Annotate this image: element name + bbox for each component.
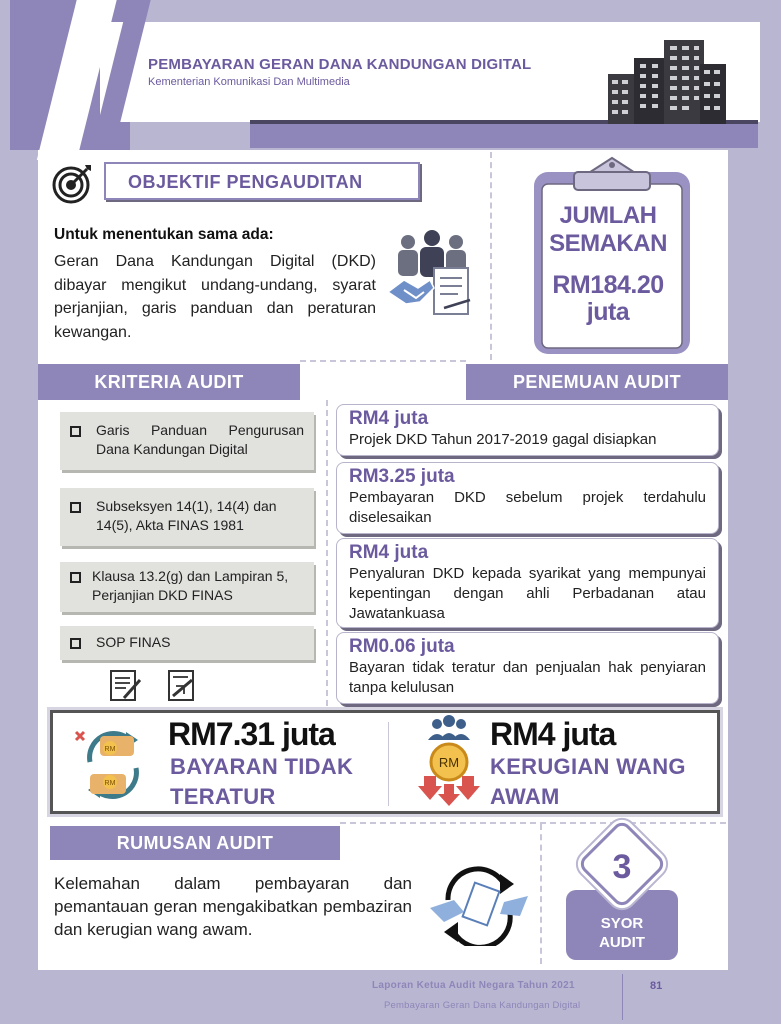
- building-icon: [604, 34, 730, 124]
- objective-text: Geran Dana Kandungan Digital (DKD) dibayar mengikut undang-undang, syarat perjanjian, garis panduan dan peraturan kewangan.: [54, 253, 376, 341]
- checkbox-icon: [70, 572, 81, 583]
- criteria-item-text: Klausa 13.2(g) dan Lampiran 5, Perjanjian DKD FINAS: [92, 568, 289, 603]
- checkbox-icon: [70, 502, 81, 513]
- criteria-item: [60, 488, 314, 546]
- conclusion-text: Kelemahan dalam pembayaran dan pemantauan geran mengakibatkan pembaziran dan kerugian wang awam.: [54, 874, 412, 939]
- page-title: PEMBAYARAN GERAN DANA KANDUNGAN DIGITAL: [148, 56, 532, 73]
- divider: [300, 360, 466, 362]
- criteria-item-text: Subseksyen 14(1), 14(4) dan 14(5), Akta FINAS 1981: [96, 498, 277, 533]
- recommendation-label-line1: SYOR: [600, 915, 644, 932]
- total-label-line1: JUMLAH: [559, 202, 657, 229]
- finding-amount: RM3.25 juta: [349, 466, 455, 487]
- summary-amount-irregular: RM7.31 juta: [168, 716, 335, 752]
- footer-divider: [622, 974, 623, 1020]
- criteria-item: [60, 626, 314, 660]
- svg-text:RM: RM: [104, 780, 116, 787]
- checkbox-icon: [70, 638, 81, 649]
- criteria-title: KRITERIA AUDIT: [38, 364, 300, 400]
- finding-text: Bayaran tidak teratur dan penjualan hak penyiaran tanpa kelulusan: [349, 659, 706, 696]
- coin-loss-icon: [418, 714, 480, 808]
- summary-label-irregular-line1: BAYARAN TIDAK: [170, 754, 354, 779]
- footer-report: Laporan Ketua Audit Negara Tahun 2021: [372, 980, 575, 991]
- finding-amount: RM4 juta: [349, 542, 429, 563]
- page-subtitle: Kementerian Komunikasi Dan Multimedia: [148, 76, 350, 88]
- findings-title: PENEMUAN AUDIT: [466, 364, 728, 400]
- divider: [340, 822, 726, 824]
- criteria-item-text: SOP FINAS: [96, 634, 171, 650]
- finding-card: [336, 404, 719, 456]
- objective-title: OBJEKTIF PENGAUDITAN: [128, 172, 363, 192]
- recommendation-label: [566, 914, 678, 952]
- target-icon: [52, 164, 92, 204]
- summary-label-loss-line2: AWAM: [490, 784, 560, 809]
- document-ruler-icon: [166, 668, 198, 702]
- finding-text: Projek DKD Tahun 2017-2019 gagal disiapkan: [349, 431, 657, 448]
- document-pen-icon: [108, 668, 142, 702]
- divider: [388, 722, 389, 806]
- finding-card: [336, 462, 719, 534]
- finding-amount: RM0.06 juta: [349, 636, 455, 657]
- summary-label-irregular: [170, 752, 353, 812]
- criteria-item-text: Garis Panduan Pengurusan Dana Kandungan Digital: [96, 422, 304, 457]
- total-label: [540, 202, 676, 258]
- footer-section: Pembayaran Geran Dana Kandungan Digital: [384, 1000, 581, 1011]
- handshake-agreement-icon: [384, 228, 480, 324]
- finding-card: [336, 632, 719, 704]
- finding-text: Penyaluran DKD kepada syarikat yang mempunyai kepentingan dengan ahli Perbadanan atau Jawatankuasa: [349, 565, 706, 622]
- conclusion-title: RUMUSAN AUDIT: [50, 826, 340, 860]
- recommendation-label-line2: AUDIT: [599, 934, 645, 951]
- svg-text:RM: RM: [104, 746, 116, 753]
- divider: [540, 824, 542, 964]
- header-underbar: [250, 124, 758, 148]
- coin-label: RM: [438, 755, 460, 770]
- checkbox-icon: [70, 426, 81, 437]
- summary-label-loss-line1: KERUGIAN WANG: [490, 754, 686, 779]
- finding-card: [336, 538, 719, 628]
- finding-amount: RM4 juta: [349, 408, 429, 429]
- criteria-item: [60, 412, 314, 470]
- total-amount-line1: RM184.20: [552, 271, 664, 299]
- total-label-line2: SEMAKAN: [549, 230, 667, 257]
- page-number: 81: [650, 980, 663, 992]
- money-cycle-icon: [70, 722, 156, 806]
- money-exchange-icon: [424, 866, 534, 946]
- divider: [326, 400, 328, 706]
- summary-amount-loss: RM4 juta: [490, 716, 616, 752]
- divider: [490, 152, 492, 360]
- finding-text: Pembayaran DKD sebelum projek terdahulu diselesaikan: [349, 489, 706, 526]
- summary-label-irregular-line2: TERATUR: [170, 784, 276, 809]
- objective-lead: Untuk menentukan sama ada:: [54, 226, 274, 243]
- criteria-item: [60, 562, 314, 612]
- recommendation-count: 3: [612, 848, 632, 886]
- total-amount: [540, 272, 676, 326]
- total-amount-line2: juta: [586, 298, 630, 326]
- summary-label-loss: [490, 752, 686, 812]
